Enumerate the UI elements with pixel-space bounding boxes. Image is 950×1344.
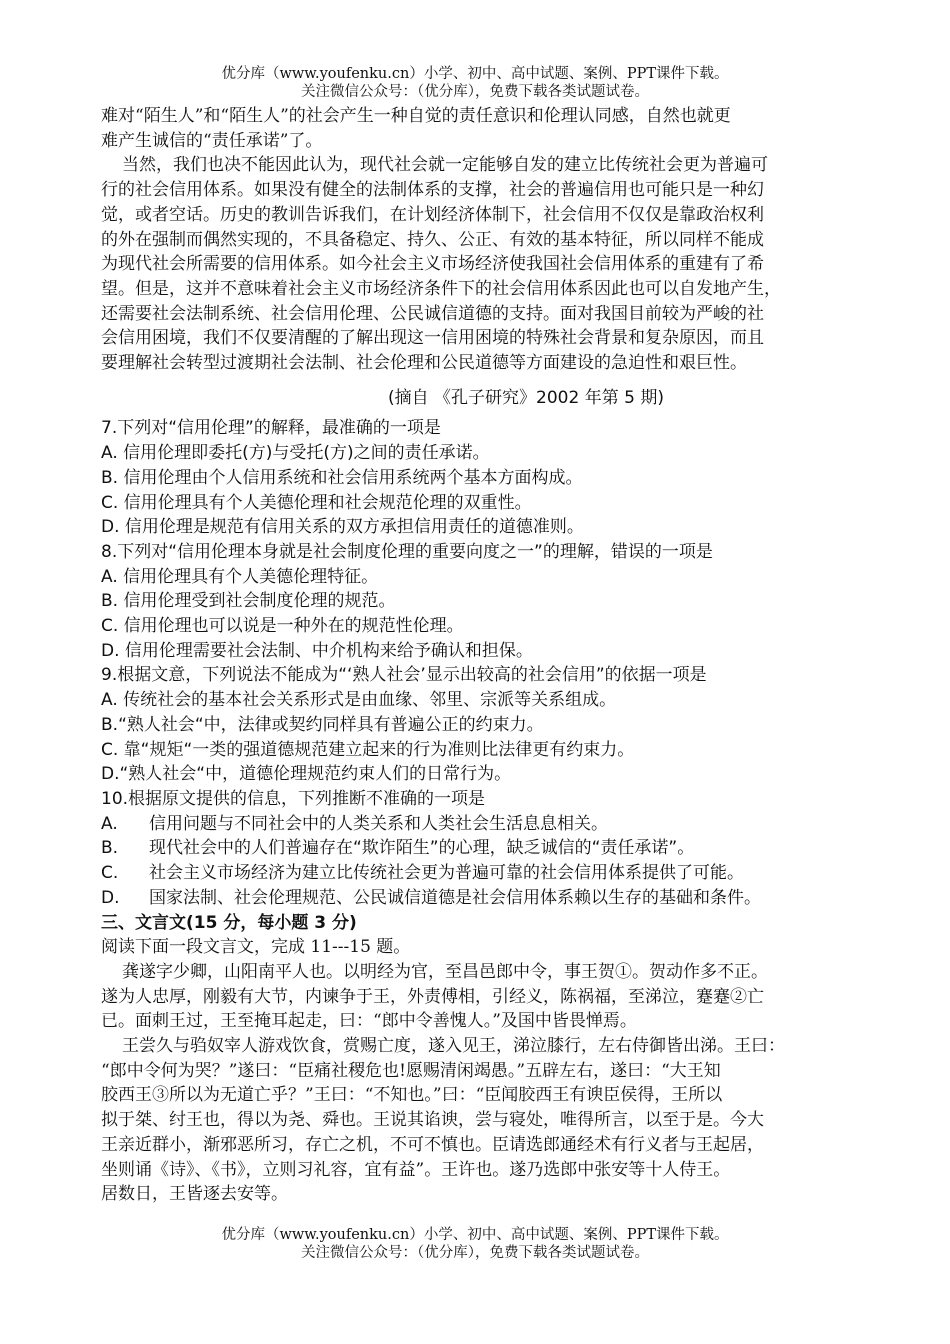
passage-line: 行的社会信用体系。如果没有健全的法制体系的支撑，社会的普遍信用也可能只是一种幻 [101, 180, 764, 201]
passage-line: 还需要社会法制系统、社会信用伦理、公民诚信道德的支持。面对我国目前较为严峻的社 [101, 303, 764, 324]
question-stem: 7.下列对“信用伦理”的解释，最准确的一项是 [101, 418, 441, 439]
question-option: B. 信用伦理由个人信用系统和社会信用系统两个基本方面构成。 [101, 467, 583, 488]
question-option [101, 861, 859, 886]
question-option: D.“熟人社会“中，道德伦理规范约束人们的日常行为。 [101, 764, 512, 785]
passage-line: 会信用困境，我们不仅要清醒的了解出现这一信用困境的特殊社会背景和复杂原因，而且 [101, 328, 764, 349]
question-stem: 9.根据文意，下列说法不能成为“‘熟人社会’显示出较高的社会信用”的依据一项是 [101, 665, 707, 686]
passage-line: 的外在强制而偶然实现的，不具备稳定、持久、公正、有效的基本特征，所以同样不能成 [101, 229, 764, 250]
footer-line-2: 关注微信公众号：（优分库），免费下载各类试题试卷。 [301, 1245, 649, 1261]
question-stem: 8.下列对“信用伦理本身就是社会制度伦理的重要向度之一”的理解，错误的一项是 [101, 541, 713, 562]
question-option: D. 信用伦理需要社会法制、中介机构来给予确认和担保。 [101, 640, 533, 661]
classical-line: 居数日，王皆逐去安等。 [101, 1184, 288, 1205]
question-option: B. 信用伦理受到社会制度伦理的规范。 [101, 591, 396, 612]
question-option: A. 信用伦理即委托(方)与受托(方)之间的责任承诺。 [101, 443, 490, 464]
option-letter: D. [101, 887, 120, 908]
question-option [101, 886, 859, 911]
passage-line: 要理解社会转型过渡期社会法制、社会伦理和公民道德等方面建设的急迫性和艰巨性。 [101, 353, 747, 374]
classical-line: 拟于桀、纣王也，得以为尧、舜也。王说其谄谀，尝与寝处，唯得所言，以至于是。今大 [101, 1110, 764, 1131]
passage-line: 为现代社会所需要的信用体系。如今社会主义市场经济使我国社会信用体系的重建有了希 [101, 254, 764, 275]
section-instruction: 阅读下面一段文言文，完成 11---15 题。 [101, 937, 411, 958]
passage-line: 难产生诚信的“责任承诺”了。 [101, 130, 323, 151]
classical-line: 已。面刺王过，王至掩耳起走，曰：“郎中令善愧人。”及国中皆畏惮焉。 [101, 1011, 637, 1032]
classical-line: 胶西王③所以为无道亡乎？”王曰：“不知也。”曰：“臣闻胶西王有谀臣侯得，王所以 [101, 1085, 723, 1106]
classical-line: 坐则诵《诗》、《书》，立则习礼容，宜有益”。王许也。遂乃选郎中张安等十人侍王。 [101, 1159, 731, 1180]
header-line-1: 优分库（www.youfenku.cn）小学、初中、高中试题、案例、PPT课件下载。 [221, 66, 729, 82]
question-option: B.“熟人社会“中，法律或契约同样具有普遍公正的约束力。 [101, 714, 544, 735]
option-letter: B. [101, 838, 119, 859]
option-text: 现代社会中的人们普遍存在“欺诈陌生”的心理，缺乏诚信的“责任承诺”。 [149, 838, 695, 859]
question-option: C. 信用伦理也可以说是一种外在的规范性伦理。 [101, 616, 464, 637]
question-option: A. 信用伦理具有个人美德伦理特征。 [101, 566, 379, 587]
page-header [0, 65, 950, 101]
option-text: 社会主义市场经济为建立比传统社会更为普遍可靠的社会信用体系提供了可能。 [149, 863, 744, 884]
classical-line: 龚遂字少卿，山阳南平人也。以明经为官，至昌邑郎中令，事王贺①。贺动作多不正。 [122, 961, 768, 982]
option-letter: A. [101, 813, 118, 834]
question-option: A. 传统社会的基本社会关系形式是由血缘、邻里、宗派等关系组成。 [101, 690, 617, 711]
citation: (摘自 《孔子研究》2002 年第 5 期) [388, 387, 664, 408]
passage-line: 觉，或者空话。历史的教训告诉我们，在计划经济体制下，社会信用不仅仅是靠政治权利 [101, 204, 764, 225]
question-stem: 10.根据原文提供的信息，下列推断不准确的一项是 [101, 788, 486, 809]
option-letter: C. [101, 863, 119, 884]
question-option [101, 836, 859, 861]
question-option [101, 812, 859, 837]
passage-line: 当然，我们也决不能因此认为，现代社会就一定能够自发的建立比传统社会更为普遍可 [122, 155, 768, 176]
footer-line-1: 优分库（www.youfenku.cn）小学、初中、高中试题、案例、PPT课件下载。 [221, 1227, 729, 1243]
option-text: 信用问题与不同社会中的人类关系和人类社会生活息息相关。 [149, 813, 608, 834]
question-option: D. 信用伦理是规范有信用关系的双方承担信用责任的道德准则。 [101, 517, 584, 538]
header-line-2: 关注微信公众号：（优分库），免费下载各类试题试卷。 [301, 84, 649, 100]
classical-line: 王尝久与驺奴宰人游戏饮食，赏赐亡度，遂入见王，涕泣膝行，左右侍御皆出涕。王曰： [122, 1036, 785, 1057]
passage-line: 望。但是，这并不意味着社会主义市场经济条件下的社会信用体系因此也可以自发地产生， [101, 278, 781, 299]
section-heading: 三、文言文(15 分，每小题 3 分) [101, 912, 357, 933]
classical-line: 遂为人忠厚，刚毅有大节，内谏争于王，外责傅相，引经义，陈祸福，至涕泣，蹇蹇②亡 [101, 986, 764, 1007]
classical-line: “郎中令何为哭？”遂曰：“臣痛社稷危也!愿赐清闲竭愚。”五辟左右，遂曰：“大王知 [101, 1060, 721, 1081]
passage-line: 难对“陌生人”和“陌生人”的社会产生一种自觉的责任意识和伦理认同感，自然也就更 [101, 106, 731, 126]
page-footer [0, 1226, 950, 1262]
option-text: 国家法制、社会伦理规范、公民诚信道德是社会信用体系赖以生存的基础和条件。 [149, 887, 761, 908]
classical-line: 王亲近群小，渐邪恶所习，存亡之机，不可不慎也。臣请选郎通经术有行义者与王起居， [101, 1134, 764, 1155]
document-body [101, 104, 859, 1207]
question-option: C. 靠“规矩“一类的强道德规范建立起来的行为准则比法律更有约束力。 [101, 739, 635, 760]
question-option: C. 信用伦理具有个人美德伦理和社会规范伦理的双重性。 [101, 492, 532, 513]
